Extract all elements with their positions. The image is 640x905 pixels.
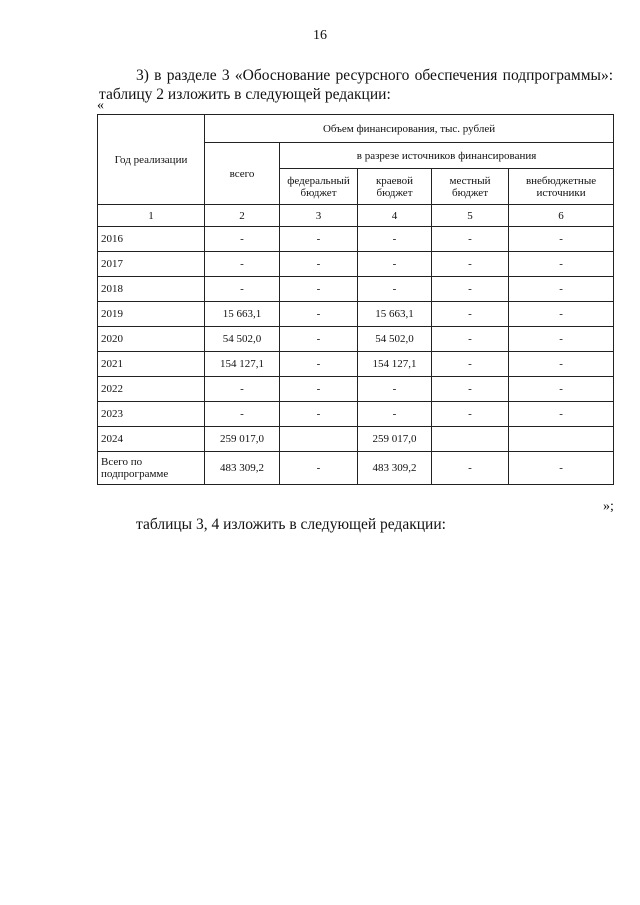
cell-extra: - <box>509 277 614 302</box>
page-number: 16 <box>313 28 327 43</box>
cell-federal: - <box>280 277 358 302</box>
intro-line-2: таблицу 2 изложить в следующей редакции: <box>99 86 391 103</box>
table-row <box>98 427 614 452</box>
cell-local: - <box>432 402 509 427</box>
column-number-row <box>98 205 614 227</box>
cell-local: - <box>432 302 509 327</box>
cell-local: - <box>432 377 509 402</box>
cell-regional: - <box>358 377 432 402</box>
cell-local <box>432 427 509 452</box>
cell-year: 2017 <box>98 252 205 277</box>
cell-regional: - <box>358 277 432 302</box>
cell-extra: - <box>509 327 614 352</box>
table-row <box>98 402 614 427</box>
table-row <box>98 377 614 402</box>
cell-regional: 259 017,0 <box>358 427 432 452</box>
cell-year: 2023 <box>98 402 205 427</box>
cell-year: 2019 <box>98 302 205 327</box>
cell-regional: 15 663,1 <box>358 302 432 327</box>
cell-regional: 483 309,2 <box>358 452 432 485</box>
table-row <box>98 352 614 377</box>
cell-total: 259 017,0 <box>205 427 280 452</box>
cell-federal: - <box>280 452 358 485</box>
cell-federal: - <box>280 327 358 352</box>
cell-extra: - <box>509 302 614 327</box>
cell-total: - <box>205 377 280 402</box>
cell-federal: - <box>280 302 358 327</box>
cell-total: - <box>205 252 280 277</box>
cell-federal: - <box>280 252 358 277</box>
table-row <box>98 252 614 277</box>
column-number: 4 <box>358 205 432 227</box>
cell-year: 2022 <box>98 377 205 402</box>
cell-federal: - <box>280 377 358 402</box>
cell-regional: - <box>358 227 432 252</box>
cell-local: - <box>432 227 509 252</box>
table-row <box>98 277 614 302</box>
header-federal: федеральный бюджет <box>280 169 358 205</box>
header-volume: Объем финансирования, тыс. рублей <box>205 115 614 143</box>
cell-total: 54 502,0 <box>205 327 280 352</box>
intro-paragraph <box>99 66 613 104</box>
table-row <box>98 327 614 352</box>
header-year: Год реализации <box>98 115 205 205</box>
cell-extra: - <box>509 377 614 402</box>
outro-paragraph: таблицы 3, 4 изложить в следующей редакции: <box>136 516 446 533</box>
intro-line-1: 3) в разделе 3 «Обоснование ресурсного обеспечения подпрограммы»: <box>136 67 613 84</box>
cell-federal: - <box>280 352 358 377</box>
header-local: местный бюджет <box>432 169 509 205</box>
cell-regional: - <box>358 252 432 277</box>
opening-quote: « <box>97 98 104 113</box>
cell-regional: - <box>358 402 432 427</box>
cell-extra: - <box>509 252 614 277</box>
cell-total: - <box>205 277 280 302</box>
cell-year: Всего по подпрограмме <box>98 452 205 485</box>
column-number: 1 <box>98 205 205 227</box>
cell-local: - <box>432 252 509 277</box>
table-row <box>98 227 614 252</box>
cell-year: 2020 <box>98 327 205 352</box>
column-number: 2 <box>205 205 280 227</box>
cell-extra: - <box>509 402 614 427</box>
header-extra: внебюджетные источники <box>509 169 614 205</box>
cell-local: - <box>432 277 509 302</box>
cell-extra <box>509 427 614 452</box>
cell-regional: 54 502,0 <box>358 327 432 352</box>
financing-table <box>97 114 614 485</box>
cell-extra: - <box>509 452 614 485</box>
cell-year: 2021 <box>98 352 205 377</box>
cell-extra: - <box>509 352 614 377</box>
column-number: 3 <box>280 205 358 227</box>
column-number: 5 <box>432 205 509 227</box>
cell-federal: - <box>280 402 358 427</box>
cell-federal <box>280 427 358 452</box>
cell-total: - <box>205 402 280 427</box>
closing-quote: »; <box>603 499 614 514</box>
table-row <box>98 302 614 327</box>
cell-federal: - <box>280 227 358 252</box>
cell-total: 15 663,1 <box>205 302 280 327</box>
column-number: 6 <box>509 205 614 227</box>
cell-extra: - <box>509 227 614 252</box>
cell-local: - <box>432 352 509 377</box>
cell-year: 2018 <box>98 277 205 302</box>
cell-total: 154 127,1 <box>205 352 280 377</box>
header-regional: краевой бюджет <box>358 169 432 205</box>
cell-year: 2016 <box>98 227 205 252</box>
header-by-source: в разрезе источников финансирования <box>280 143 614 169</box>
cell-total: 483 309,2 <box>205 452 280 485</box>
header-total: всего <box>205 143 280 205</box>
cell-regional: 154 127,1 <box>358 352 432 377</box>
cell-total: - <box>205 227 280 252</box>
cell-year: 2024 <box>98 427 205 452</box>
cell-local: - <box>432 452 509 485</box>
table-row-total <box>98 452 614 485</box>
cell-local: - <box>432 327 509 352</box>
